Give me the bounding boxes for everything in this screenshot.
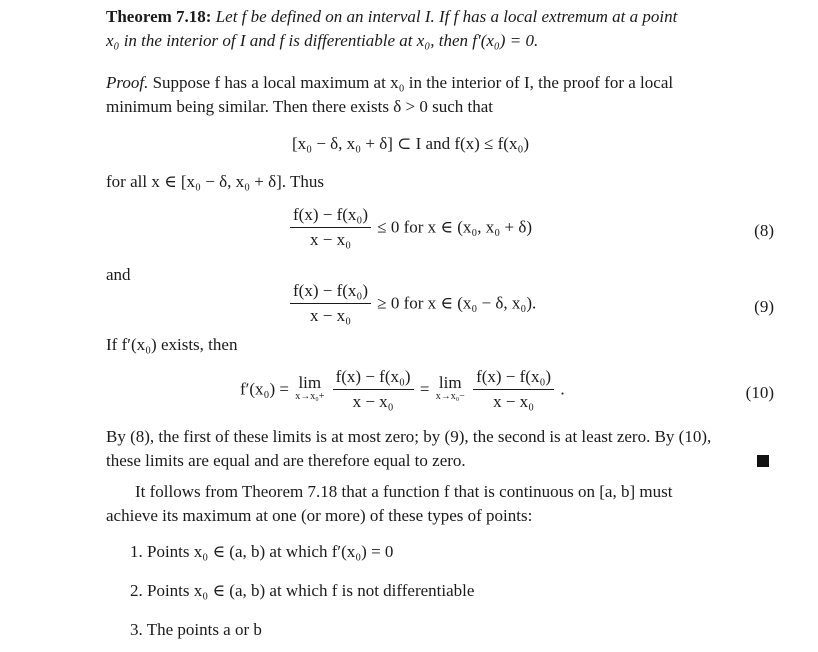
eq8-fraction bbox=[290, 205, 371, 250]
eq8-numerator: f(x) − f(x₀) bbox=[290, 205, 371, 228]
eq10-limit-left bbox=[435, 372, 465, 404]
equation-9 bbox=[288, 281, 536, 326]
conclusion-line-2: these limits are equal and are therefore equal to zero. bbox=[106, 451, 466, 470]
eq9-numerator: f(x) − f(x₀) bbox=[290, 281, 371, 304]
conclusion-line-1: By (8), the first of these limits is at most zero; by (9), the second is at least zero. By (10), bbox=[106, 427, 712, 446]
proof-text-1: Suppose f has a local maximum at x₀ in the interior of I, the proof for a local bbox=[152, 73, 674, 92]
eq8-number: (8) bbox=[754, 221, 774, 240]
and-text: and bbox=[106, 265, 131, 284]
proof-line-2: minimum being similar. Then there exists δ > 0 such that bbox=[106, 97, 493, 116]
eq10-lim2-under: x→x₀− bbox=[435, 390, 465, 402]
qed-square bbox=[757, 455, 769, 467]
eq10-denominator-2: x − x₀ bbox=[493, 392, 535, 411]
eq10-lim1-under: x→x₀+ bbox=[295, 390, 325, 402]
eq10-lim-word-1: lim bbox=[298, 372, 322, 392]
eq10-equals: = bbox=[419, 379, 430, 399]
eq10-limit-right bbox=[295, 372, 325, 404]
proof-label: Proof. bbox=[106, 73, 149, 92]
eq9-number: (9) bbox=[754, 297, 774, 316]
eq10-period: . bbox=[560, 379, 565, 399]
eq9-denominator: x − x₀ bbox=[309, 306, 351, 325]
equation-10 bbox=[240, 367, 565, 412]
eq10-denominator-1: x − x₀ bbox=[352, 392, 394, 411]
theorem-text-1: Let f be defined on an interval I. If f has a local extremum at a point bbox=[215, 7, 678, 26]
follows-line-1: It follows from Theorem 7.18 that a function f that is continuous on [a, b] must bbox=[135, 482, 673, 501]
theorem-line-2: x₀ in the interior of I and f is differentiable at x₀, then f′(x₀) = 0. bbox=[106, 31, 539, 50]
eq8-rest: ≤ 0 for x ∈ (x₀, x₀ + δ) bbox=[377, 217, 532, 237]
eq10-lim-word-2: lim bbox=[438, 372, 462, 392]
proof-line-1 bbox=[106, 73, 673, 93]
theorem-label: Theorem 7.18: bbox=[106, 7, 212, 26]
if-line: If f′(x₀) exists, then bbox=[106, 335, 238, 354]
list-item-2: 2. Points x₀ ∈ (a, b) at which f is not differentiable bbox=[130, 581, 475, 600]
eq10-lhs: f′(x₀) = bbox=[240, 379, 289, 399]
follows-line-2: achieve its maximum at one (or more) of these types of points: bbox=[106, 506, 533, 525]
eq10-fraction-2 bbox=[473, 367, 554, 412]
eq9-fraction bbox=[290, 281, 371, 326]
eq10-number: (10) bbox=[745, 383, 774, 402]
theorem-line-1 bbox=[106, 7, 677, 27]
eq10-numerator-2: f(x) − f(x₀) bbox=[473, 367, 554, 390]
eq10-fraction-1 bbox=[333, 367, 414, 412]
eq10-numerator-1: f(x) − f(x₀) bbox=[333, 367, 414, 390]
eq8-denominator: x − x₀ bbox=[309, 230, 351, 249]
display-condition: [x₀ − δ, x₀ + δ] ⊂ I and f(x) ≤ f(x₀) bbox=[292, 134, 530, 153]
eq9-rest: ≥ 0 for x ∈ (x₀ − δ, x₀). bbox=[377, 293, 537, 313]
list-item-1: 1. Points x₀ ∈ (a, b) at which f′(x₀) = 0 bbox=[130, 542, 394, 561]
forall-line: for all x ∈ [x₀ − δ, x₀ + δ]. Thus bbox=[106, 172, 324, 191]
equation-8 bbox=[288, 205, 532, 250]
list-item-3: 3. The points a or b bbox=[130, 620, 262, 639]
